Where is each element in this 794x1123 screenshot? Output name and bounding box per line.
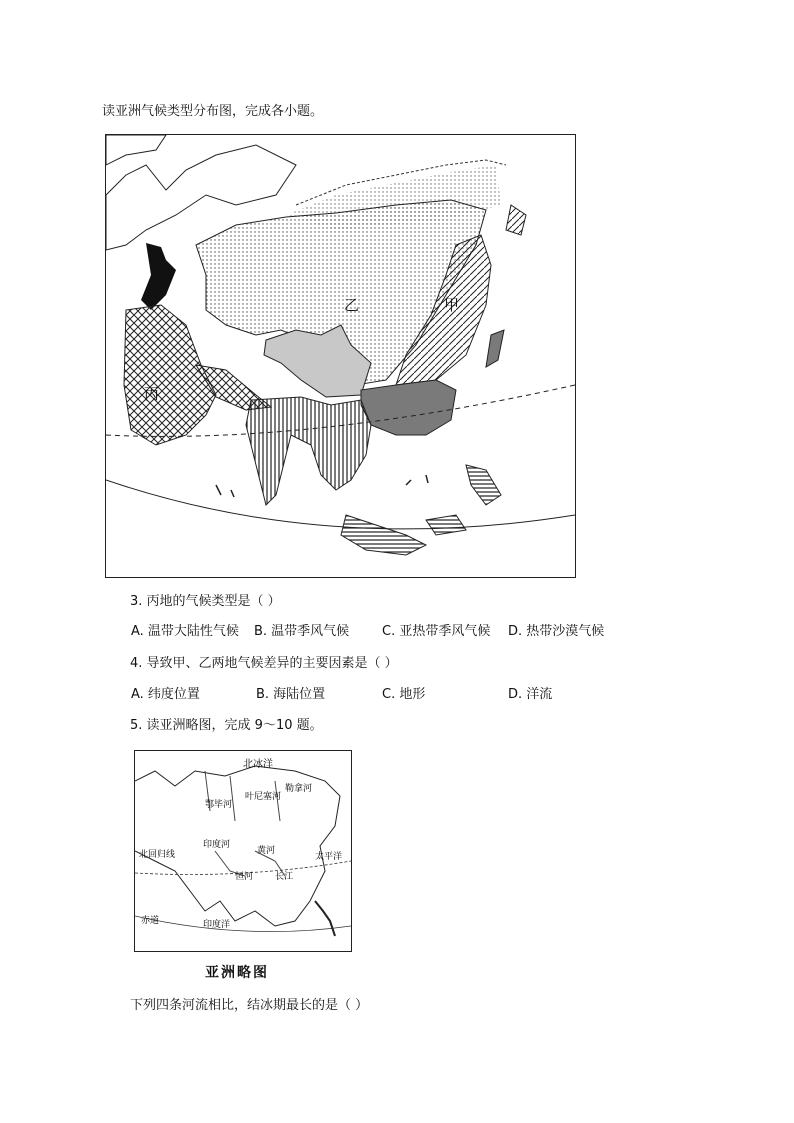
- q4-option-b[interactable]: B. 海陆位置: [256, 687, 326, 702]
- label-yi: 乙: [344, 296, 360, 314]
- q5-stem: 5. 读亚洲略图，完成 9～10 题。: [130, 718, 323, 733]
- tropical-monsoon-region: [246, 397, 371, 505]
- subtropical-monsoon-region: [361, 380, 456, 435]
- label-huanghe: 黄河: [257, 846, 276, 856]
- q3-option-d[interactable]: D. 热带沙漠气候: [508, 624, 605, 639]
- label-equator: 赤道: [141, 916, 160, 926]
- asia-climate-map: [105, 134, 576, 578]
- q4-option-c[interactable]: C. 地形: [382, 687, 426, 702]
- map-caption: 亚洲略图: [205, 965, 269, 981]
- asia-sketch-map: [134, 750, 352, 952]
- label-yenisei-river: 叶尼塞河: [245, 792, 282, 802]
- intro-text: 读亚洲气候类型分布图，完成各小题。: [102, 104, 324, 119]
- climate-map-graphic: [106, 135, 575, 577]
- q3-stem: 3. 丙地的气候类型是（ ）: [130, 594, 281, 609]
- q4-option-d[interactable]: D. 洋流: [508, 687, 553, 702]
- label-lena-river: 勒拿河: [285, 784, 313, 794]
- q4-stem: 4. 导致甲、乙两地气候差异的主要因素是（ ）: [130, 656, 398, 671]
- label-tropic: 北回归线: [139, 850, 176, 860]
- label-indian-ocean: 印度洋: [203, 920, 231, 930]
- tropical-rainforest-region: [341, 515, 426, 555]
- label-changjiang: 长江: [275, 872, 294, 882]
- q3-option-a[interactable]: A. 温带大陆性气候: [131, 624, 239, 639]
- sketch-map-graphic: [135, 751, 351, 951]
- q3-option-c[interactable]: C. 亚热带季风气候: [382, 624, 491, 639]
- label-pacific: 太平洋: [315, 852, 343, 862]
- label-indus-river: 印度河: [203, 840, 231, 850]
- label-jia: 甲: [444, 296, 460, 314]
- label-bing: 丙: [144, 385, 160, 403]
- q4-option-a[interactable]: A. 纬度位置: [131, 687, 200, 702]
- q3-option-b[interactable]: B. 温带季风气候: [254, 624, 350, 639]
- label-ob-river: 鄂毕河: [205, 800, 233, 810]
- mediterranean-strip: [141, 243, 176, 310]
- sketch-equator: [135, 916, 351, 932]
- label-ganges: 恒河: [235, 872, 254, 882]
- q5-question: 下列四条河流相比，结冰期最长的是（ ）: [130, 998, 369, 1013]
- label-arctic-ocean: 北冰洋: [243, 759, 273, 770]
